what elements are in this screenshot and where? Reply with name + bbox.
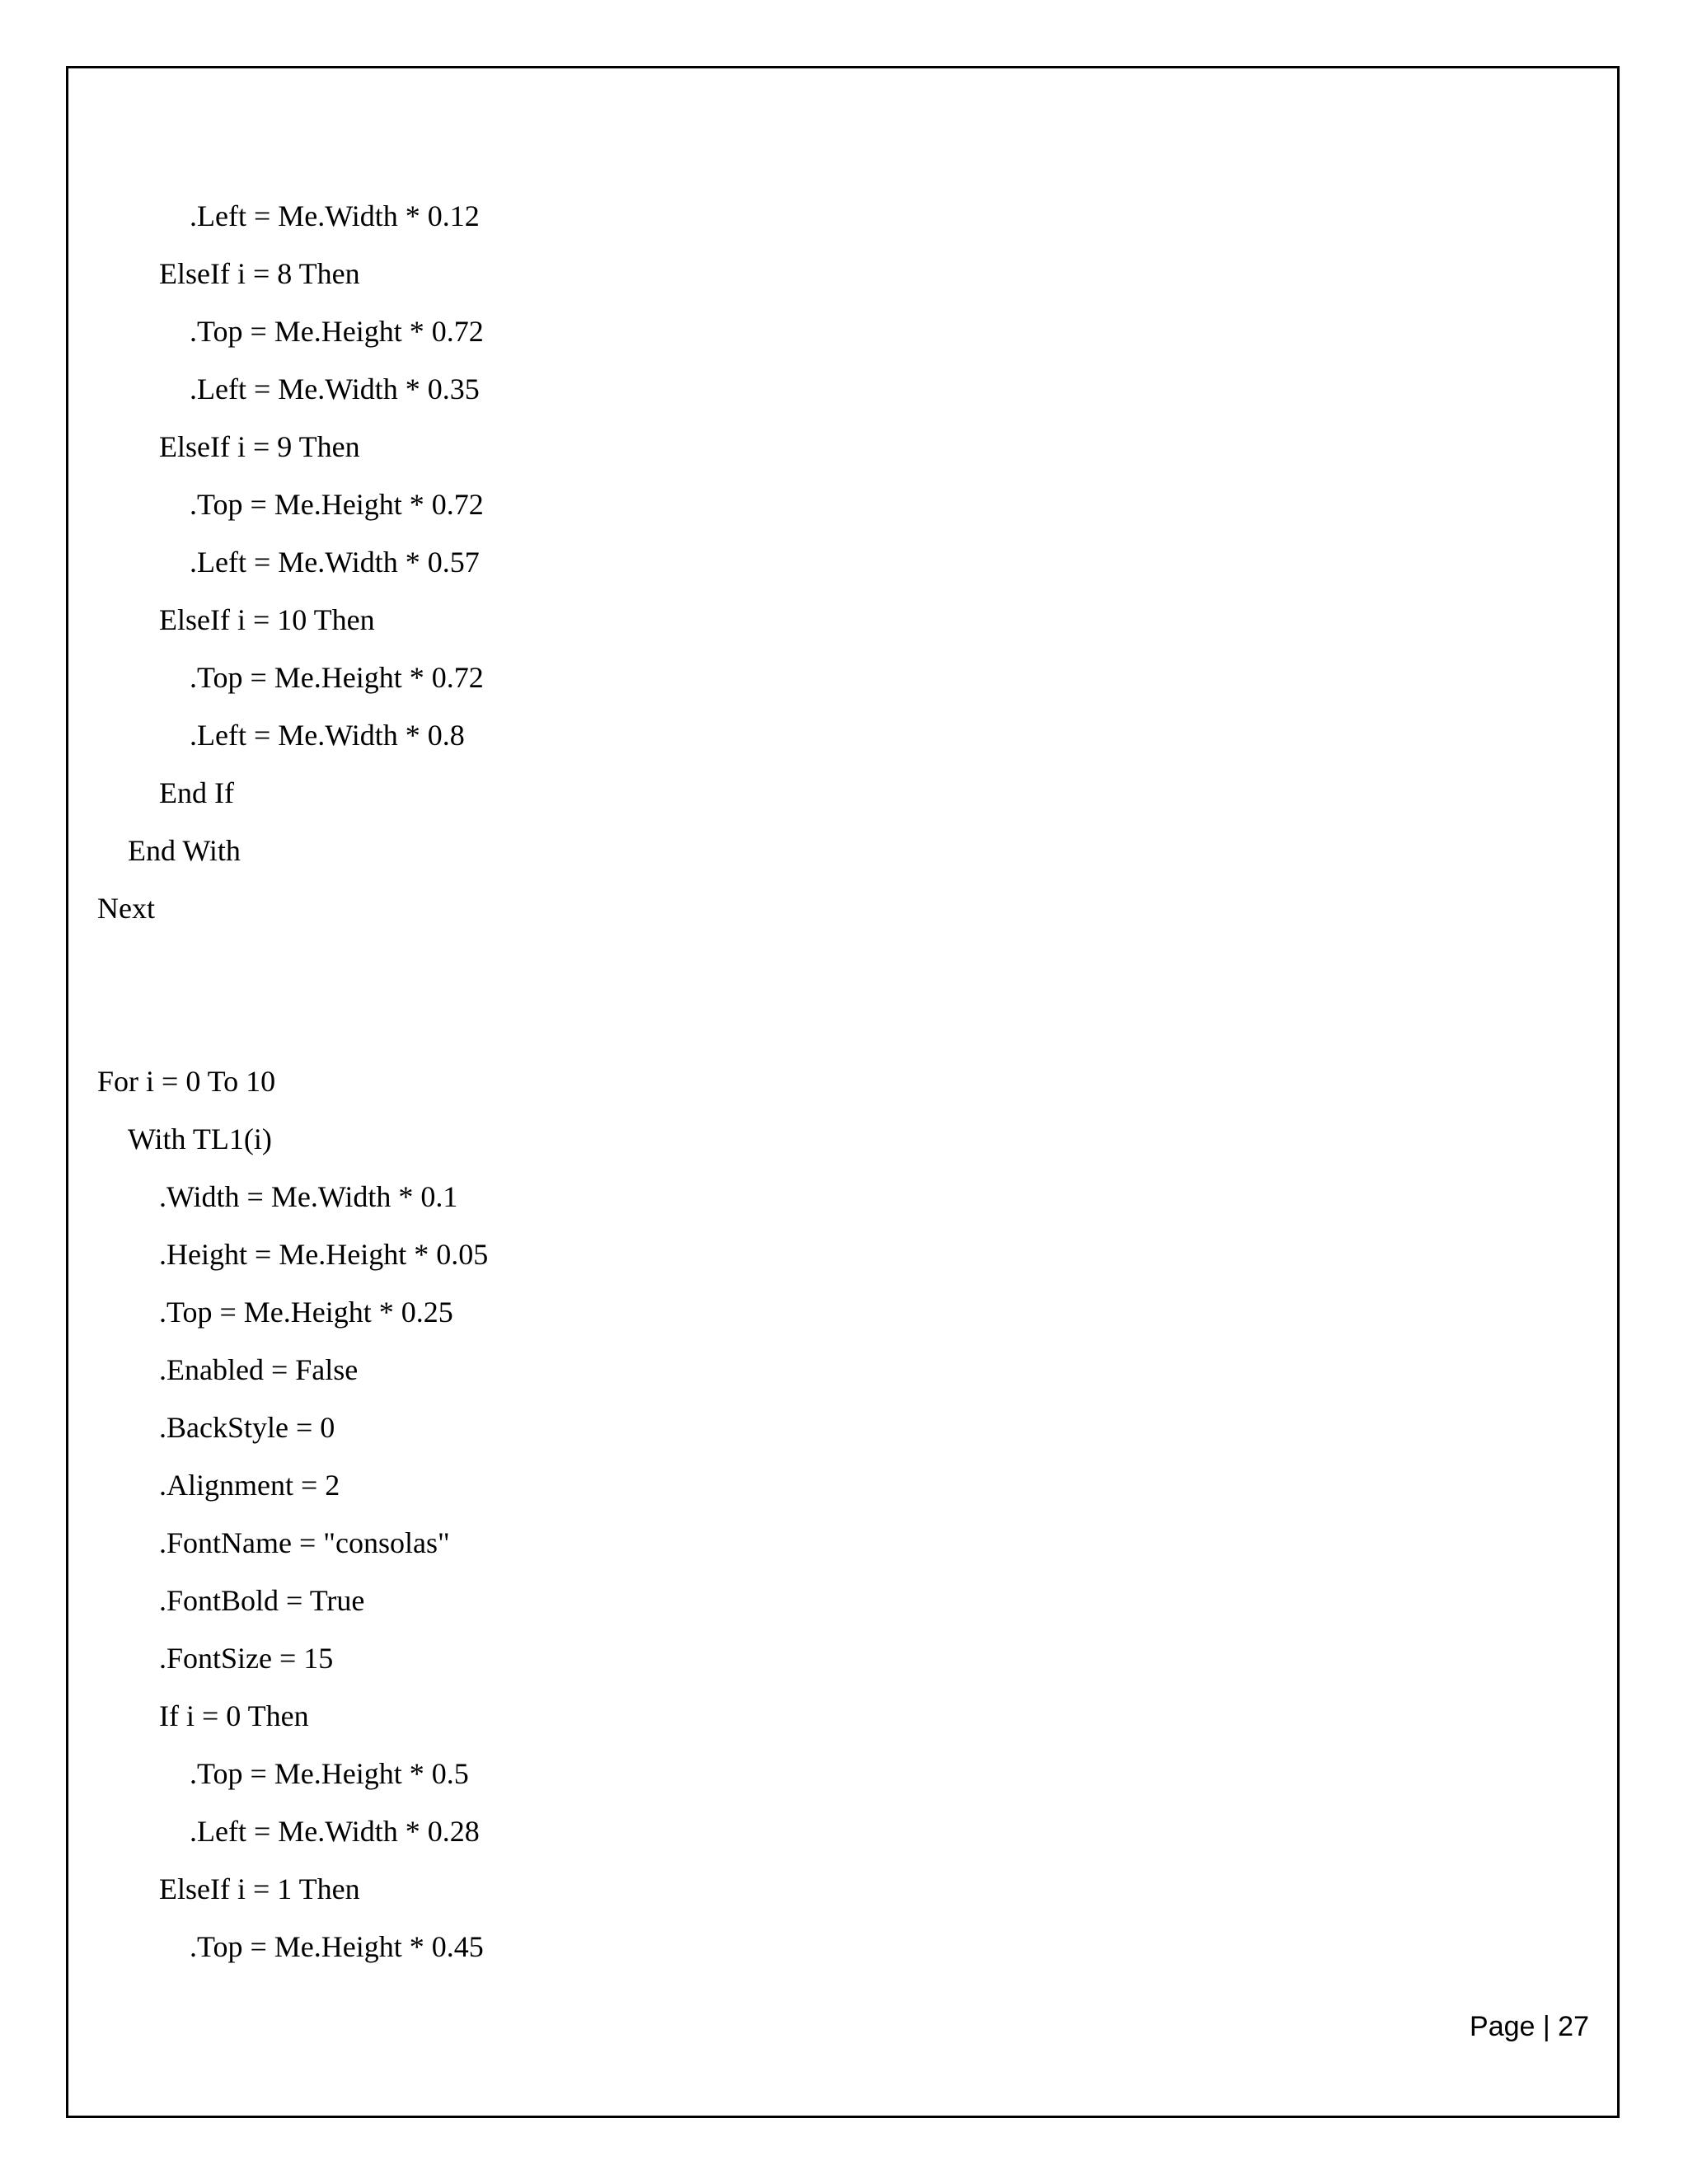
code-line: .Top = Me.Height * 0.72 (190, 661, 484, 694)
code-line: .Width = Me.Width * 0.1 (159, 1180, 458, 1213)
code-line: If i = 0 Then (159, 1699, 309, 1732)
code-line: .Left = Me.Width * 0.8 (190, 719, 465, 752)
code-line: .Top = Me.Height * 0.72 (190, 315, 484, 348)
page-number: Page | 27 (1470, 2011, 1589, 2042)
code-line: .Left = Me.Width * 0.57 (190, 546, 480, 579)
code-line: ElseIf i = 9 Then (159, 430, 360, 463)
code-line: .Top = Me.Height * 0.25 (159, 1296, 453, 1329)
code-line: End With (128, 834, 241, 867)
code-line: .Height = Me.Height * 0.05 (159, 1238, 489, 1271)
code-line: Next (97, 892, 155, 925)
code-line: .Left = Me.Width * 0.12 (190, 199, 480, 232)
code-line: ElseIf i = 10 Then (159, 603, 375, 636)
code-line: .Enabled = False (159, 1353, 359, 1386)
code-line: ElseIf i = 1 Then (159, 1872, 360, 1905)
code-line: .Top = Me.Height * 0.5 (190, 1757, 469, 1790)
code-line: .FontName = "consolas" (159, 1526, 450, 1559)
code-line: .Left = Me.Width * 0.35 (190, 373, 480, 405)
code-line: .Top = Me.Height * 0.45 (190, 1930, 484, 1963)
code-line: With TL1(i) (128, 1122, 272, 1155)
code-line: .BackStyle = 0 (159, 1411, 335, 1444)
code-line: ElseIf i = 8 Then (159, 257, 360, 290)
code-line: End If (159, 776, 234, 809)
code-line: For i = 0 To 10 (97, 1065, 276, 1098)
code-line: .Left = Me.Width * 0.28 (190, 1815, 480, 1848)
code-line: .Alignment = 2 (159, 1469, 340, 1502)
code-line: .FontSize = 15 (159, 1642, 334, 1675)
code-line: .Top = Me.Height * 0.72 (190, 488, 484, 521)
code-line: .FontBold = True (159, 1584, 365, 1617)
